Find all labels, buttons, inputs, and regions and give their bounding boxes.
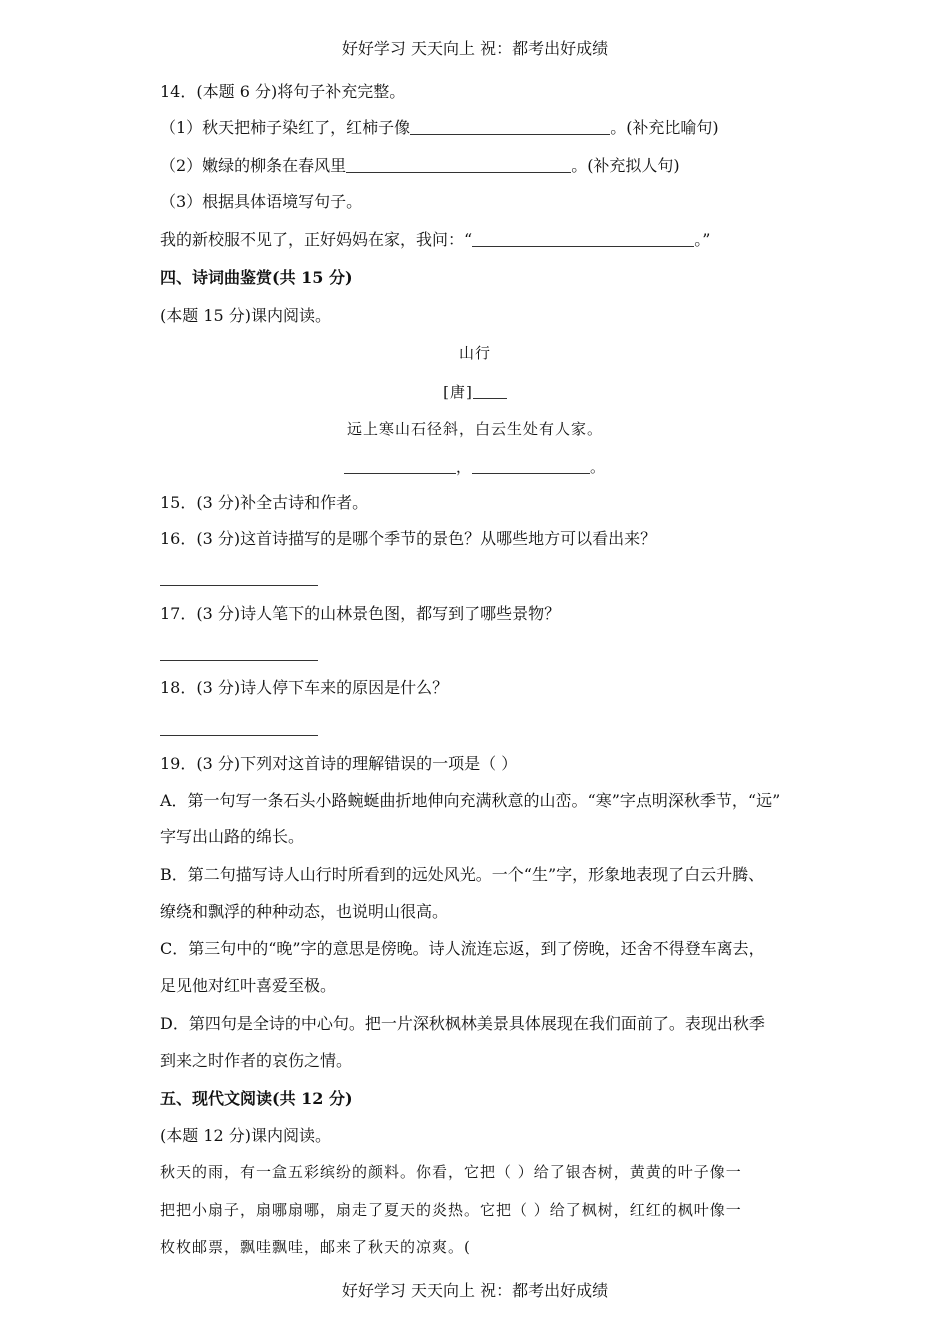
q19-option-c-line-1: C．第三句中的“晚”字的意思是傍晚。诗人流连忘返，到了傍晚，还舍不得登车离去， — [160, 939, 765, 958]
q19-option-b-line-1: B．第二句描写诗人山行时所看到的远处风光。一个“生”字，形象地表现了白云升腾、 — [160, 865, 765, 884]
q14-s2-prefix: （2）嫩绿的柳条在春风里 — [160, 156, 347, 175]
poem-author — [160, 381, 790, 403]
poem-blank[interactable] — [344, 457, 456, 474]
q14-s1-prefix: （1）秋天把柿子染红了，红柿子像 — [160, 118, 411, 137]
q14-s2-suffix: 。(补充拟人句) — [571, 156, 680, 175]
poem-comma: ， — [455, 458, 472, 476]
q14-s4-prefix: 我的新校服不见了，正好妈妈在家，我问：“ — [160, 230, 473, 249]
section-4-intro: (本题 15 分)课内阅读。 — [160, 306, 332, 325]
page-footer: 好好学习 天天向上 祝：都考出好成绩 — [341, 1281, 609, 1300]
q15: 15．(3 分)补全古诗和作者。 — [160, 493, 369, 512]
q14-sentence-3: （3）根据具体语境写句子。 — [160, 192, 363, 211]
author-blank[interactable] — [473, 382, 507, 399]
q19-option-b-line-2: 缭绕和飘浮的种种动态，也说明山很高。 — [160, 902, 449, 921]
q19-option-a-line-2: 字写出山路的绵长。 — [160, 827, 305, 846]
poem-blank[interactable] — [472, 457, 590, 474]
poem-line-2 — [160, 456, 790, 478]
q14-title: 14．(本题 6 分)将句子补充完整。 — [160, 82, 406, 101]
q19-option-c-line-2: 足见他对红叶喜爱至极。 — [160, 976, 337, 995]
passage-line-1: 秋天的雨，有一盒五彩缤纷的颜料。你看，它把（ ）给了银杏树，黄黄的叶子像一 — [160, 1163, 742, 1181]
answer-blank[interactable] — [410, 118, 610, 135]
poem-line-1: 远上寒山石径斜，白云生处有人家。 — [346, 420, 603, 438]
poem-title: 山行 — [458, 344, 491, 362]
q19-option-d-line-2: 到来之时作者的哀伤之情。 — [160, 1051, 353, 1070]
q19-option-d-line-1: D．第四句是全诗的中心句。把一片深秋枫林美景具体展现在我们面前了。表现出秋季 — [160, 1014, 765, 1033]
q17: 17．(3 分)诗人笔下的山林景色图，都写到了哪些景物？ — [160, 604, 561, 623]
q14-s4-suffix: 。” — [694, 230, 711, 249]
page-header: 好好学习 天天向上 祝：都考出好成绩 — [341, 39, 609, 58]
poem-period: 。 — [590, 458, 607, 476]
q14-sentence-1 — [160, 117, 810, 139]
answer-blank[interactable] — [346, 156, 571, 173]
q16-answer-line[interactable] — [160, 585, 318, 586]
q18-answer-line[interactable] — [160, 735, 318, 736]
q18: 18．(3 分)诗人停下车来的原因是什么？ — [160, 678, 449, 697]
passage-line-3: 枚枚邮票，飘哇飘哇，邮来了秋天的凉爽。( — [160, 1238, 471, 1256]
section-4-heading: 四、诗词曲鉴赏(共 15 分) — [160, 268, 353, 287]
q17-answer-line[interactable] — [160, 660, 318, 661]
q14-s1-suffix: 。(补充比喻句) — [610, 118, 719, 137]
q19: 19．(3 分)下列对这首诗的理解错误的一项是（ ） — [160, 754, 518, 773]
section-5-intro: (本题 12 分)课内阅读。 — [160, 1126, 332, 1145]
q14-sentence-4 — [160, 229, 810, 251]
answer-blank[interactable] — [472, 230, 694, 247]
q16: 16．(3 分)这首诗描写的是哪个季节的景色？从哪些地方可以看出来？ — [160, 529, 657, 548]
q19-option-a-line-1: A．第一句写一条石头小路蜿蜒曲折地伸向充满秋意的山峦。“寒”字点明深秋季节，“远” — [160, 791, 781, 810]
passage-line-2: 把把小扇子，扇哪扇哪，扇走了夏天的炎热。它把（ ）给了枫树，红红的枫叶像一 — [160, 1201, 742, 1219]
poem-dynasty: [唐] — [443, 383, 473, 401]
section-5-heading: 五、现代文阅读(共 12 分) — [160, 1089, 353, 1108]
q14-sentence-2 — [160, 155, 810, 177]
